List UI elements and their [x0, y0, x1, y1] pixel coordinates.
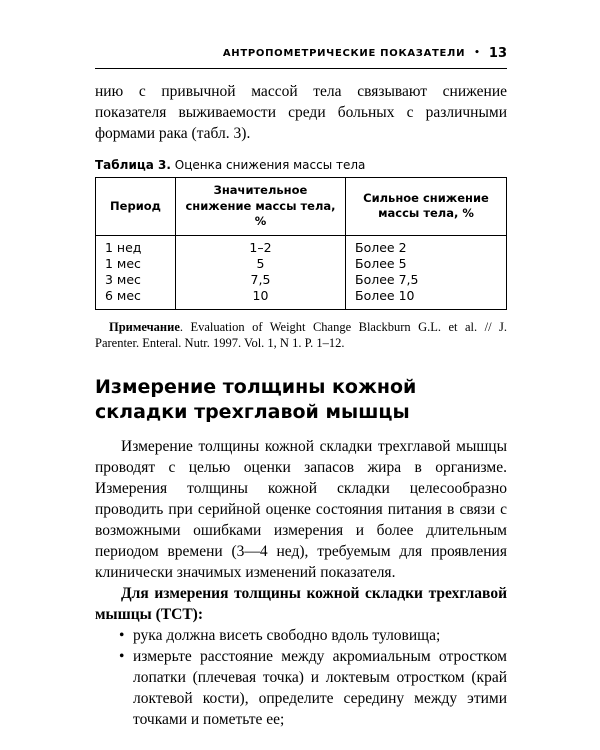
section-paragraph: Измерение толщины кожной складки трехглавой мышцы проводят с целью оценки запасов жира в организме. Измерения толщины кожной складки целесообразно проводить при серийной оценке состояния питания в связи с возможными ошибками измерения и более длительным периодом времени (3—4 нед), требуемым для проявления клинически значимых изменений показателя.	[95, 437, 507, 581]
weight-loss-table	[95, 177, 507, 310]
bullet-icon: •	[119, 647, 125, 665]
footnote-label: Примечание	[109, 319, 180, 334]
table-header-row	[96, 178, 507, 236]
page-number: 13	[488, 46, 507, 61]
intro-paragraph: нию с привычной массой тела связывают снижение показателя выживаемости среди больных с различными формами рака (табл. 3).	[95, 83, 507, 142]
page-content	[95, 46, 507, 730]
cell-significant: 7,5	[176, 272, 346, 288]
cell-strong: Более 7,5	[355, 271, 419, 287]
running-head	[95, 46, 507, 69]
list-item-text: рука должна висеть свободно вдоль туловища;	[133, 626, 441, 644]
cell-strong: Более 10	[355, 287, 415, 303]
cell-significant: 10	[176, 288, 346, 310]
cell-strong: Более 5	[355, 255, 407, 271]
table-footnote	[95, 319, 507, 351]
table-row	[96, 235, 507, 256]
running-head-title: АНТРОПОМЕТРИЧЕСКИЕ ПОКАЗАТЕЛИ	[222, 48, 466, 59]
table-caption-text: Оценка снижения массы тела	[170, 158, 366, 172]
cell-strong: Более 2	[355, 239, 407, 255]
section-heading: Измерение толщины кожной складки трехглавой мышцы	[95, 375, 417, 423]
table-caption-label: Таблица 3.	[95, 158, 171, 172]
footnote-text: . Evaluation of Weight Change Blackburn G.L. et al. // J. Parenter. Enteral. Nutr. 1997. Vol. 1, N 1. P. 1–12.	[95, 319, 507, 350]
instruction-lead: Для измерения толщины кожной складки трехглавой мышцы (ТСТ):	[95, 584, 507, 623]
cell-period: 3 мес	[96, 272, 176, 288]
cell-significant: 5	[176, 256, 346, 272]
running-head-separator: •	[474, 47, 480, 58]
cell-period: 6 мес	[96, 288, 176, 310]
cell-period: 1 нед	[96, 235, 176, 256]
table-row	[96, 256, 507, 272]
column-header-period: Период	[96, 178, 176, 236]
list-item	[119, 646, 507, 730]
cell-significant: 1–2	[176, 235, 346, 256]
column-header-strong: Сильное снижение массы тела, %	[346, 178, 507, 236]
cell-period: 1 мес	[96, 256, 176, 272]
table-row	[96, 272, 507, 288]
bullet-icon: •	[119, 626, 125, 644]
list-item	[119, 625, 507, 646]
column-header-significant: Значительное снижение массы тела, %	[176, 178, 346, 236]
instruction-list	[95, 625, 507, 730]
table-caption	[95, 158, 507, 172]
table-row	[96, 288, 507, 310]
list-item-text: измерьте расстояние между акромиальным отростком лопатки (плечевая точка) и локтевым отростком (край локтевой кости), определите середину между этими точками и пометьте ее;	[133, 647, 507, 728]
